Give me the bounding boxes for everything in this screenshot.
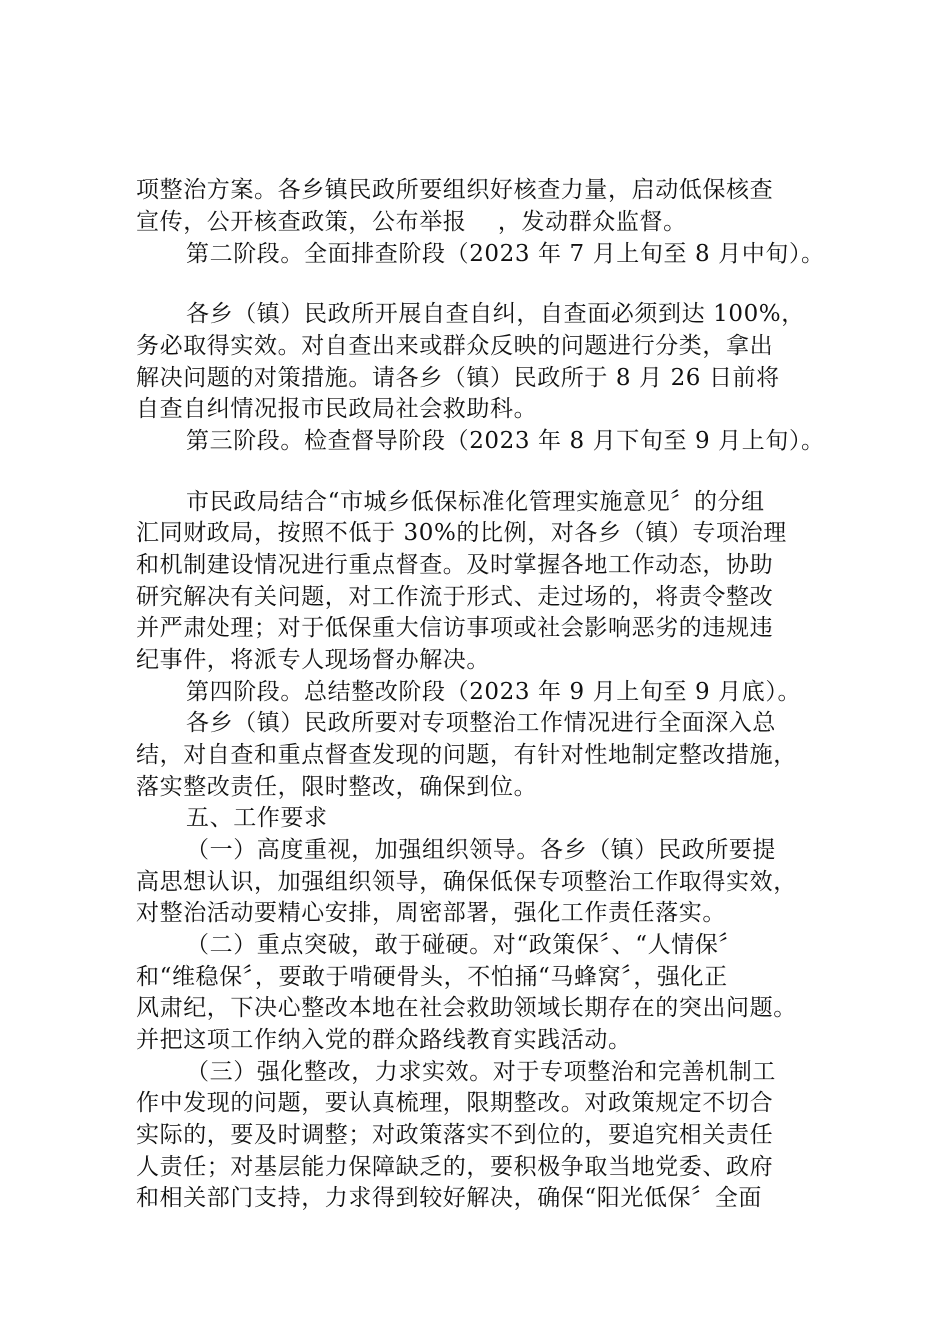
text-line: 项整治方案。各乡镇民政所要组织好核查力量，启动低保核查 [136, 177, 774, 203]
text-line: 纪事件，将派专人现场督办解决。 [136, 647, 490, 673]
text-line: 解决问题的对策措施。请各乡（镇）民政所于 8 月 26 日前将 [136, 365, 780, 391]
text-line: 宣传，公开核查政策，公布举报 ，发动群众监督。 [136, 209, 687, 235]
text-line: 和机制建设情况进行重点督查。及时掌握各地工作动态，协助 [136, 552, 774, 578]
section-heading: 五、工作要求 [186, 805, 328, 831]
text-line: 并把这项工作纳入党的群众路线教育实践活动。 [136, 1027, 632, 1053]
text-line: 研究解决有关问题，对工作流于形式、走过场的，将责令整改 [136, 584, 774, 610]
text-line: 实际的，要及时调整；对政策落实不到位的，要追究相关责任 [136, 1122, 774, 1148]
text-line: （二）重点突破，敢于碰硬。对“政策保〞、“人情保〞 [186, 932, 743, 958]
text-line: 作中发现的问题，要认真梳理，限期整改。对政策规定不切合 [136, 1090, 774, 1116]
text-line: 自查自纠情况报市民政局社会救助科。 [136, 396, 538, 422]
stage-heading: 第四阶段。总结整改阶段（2023 年 9 月上旬至 9 月底）。 [186, 679, 802, 705]
text-line: 汇同财政局，按照不低于 30%的比例，对各乡（镇）专项治理 [136, 520, 787, 546]
stage-heading: 第二阶段。全面排查阶段（2023 年 7 月上旬至 8 月中旬）。 [186, 241, 825, 267]
stage-heading: 第三阶段。检查督导阶段（2023 年 8 月下旬至 9 月上旬）。 [186, 428, 825, 454]
text-line: （三）强化整改，力求实效。对于专项整治和完善机制工 [186, 1059, 776, 1085]
text-line: 市民政局结合“市城乡低保标准化管理实施意见〞的分组 [186, 489, 765, 515]
text-line: 并严肃处理；对于低保重大信访事项或社会影响恶劣的违规违 [136, 615, 774, 641]
text-line: 各乡（镇）民政所要对专项整治工作情况进行全面深入总 [186, 710, 776, 736]
text-line: 各乡（镇）民政所开展自查自纠，自查面必须到达 100%， [186, 301, 805, 327]
text-line: 人责任；对基层能力保障缺乏的，要积极争取当地党委、政府 [136, 1154, 774, 1180]
text-line: 高思想认识，加强组织领导，确保低保专项整治工作取得实效， [136, 869, 797, 895]
text-line: 结，对自查和重点督查发现的问题，有针对性地制定整改措施， [136, 742, 797, 768]
text-line: 落实整改责任，限时整改，确保到位。 [136, 774, 538, 800]
text-line: 和“维稳保〞，要敢于啃硬骨头，不怕捅“马蜂窝〞，强化正 [136, 964, 728, 990]
text-line: 和相关部门支持，力求得到较好解决，确保“阳光低保〞全面 [136, 1185, 762, 1211]
text-line: （一）高度重视，加强组织领导。各乡（镇）民政所要提 [186, 837, 776, 863]
text-line: 对整治活动要精心安排，周密部署，强化工作责任落实。 [136, 900, 726, 926]
text-line: 务必取得实效。对自查出来或群众反映的问题进行分类，拿出 [136, 333, 774, 359]
text-line: 风肃纪，下决心整改本地在社会救助领域长期存在的突出问题。 [136, 995, 797, 1021]
